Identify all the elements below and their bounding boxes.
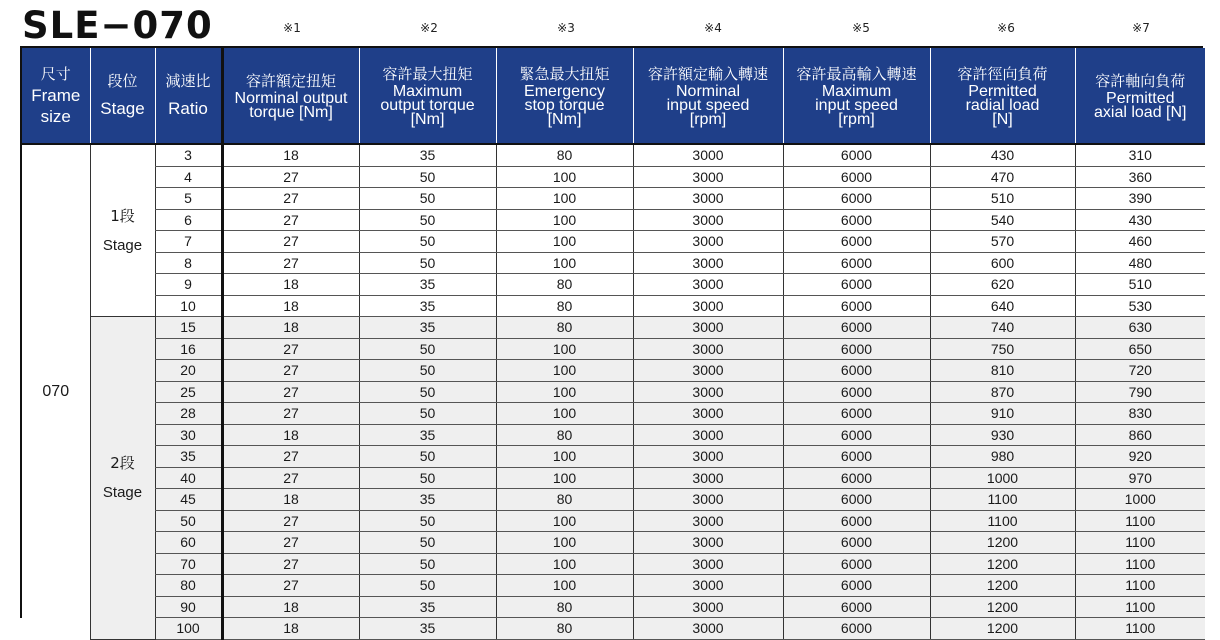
- table-row: [22, 295, 1205, 317]
- value-cell: 3000: [633, 446, 783, 468]
- value-cell: 6000: [783, 144, 930, 166]
- header-ratio: [155, 48, 222, 144]
- value-cell: 27: [222, 446, 359, 468]
- value-cell: 100: [496, 467, 633, 489]
- table-row: [22, 510, 1205, 532]
- note-marker-3: ※3: [557, 21, 575, 35]
- value-cell: 35: [359, 295, 496, 317]
- header-col-zh: 容許最大扭矩: [382, 64, 473, 83]
- value-cell: 530: [1075, 295, 1205, 317]
- value-cell: 540: [930, 209, 1075, 231]
- value-cell: 50: [359, 403, 496, 425]
- ratio-cell: 6: [155, 209, 222, 231]
- header-col-en: Permitted axial load [N]: [1094, 89, 1187, 121]
- header-col-en: Permitted radial load [N]: [965, 82, 1040, 128]
- table-row: [22, 252, 1205, 274]
- value-cell: 18: [222, 295, 359, 317]
- stage-label-zh: 2段: [110, 453, 135, 472]
- value-cell: 1100: [1075, 618, 1205, 640]
- value-cell: 100: [496, 403, 633, 425]
- ratio-cell: 70: [155, 553, 222, 575]
- value-cell: 1000: [930, 467, 1075, 489]
- value-cell: 100: [496, 231, 633, 253]
- value-cell: 18: [222, 317, 359, 339]
- spec-sheet: [20, 46, 1203, 637]
- value-cell: 6000: [783, 532, 930, 554]
- note-marker-1: ※1: [283, 21, 301, 35]
- spec-table-body: [22, 144, 1205, 639]
- value-cell: 80: [496, 317, 633, 339]
- header-maximum-output-torque: [359, 48, 496, 144]
- value-cell: 27: [222, 467, 359, 489]
- ratio-cell: 25: [155, 381, 222, 403]
- header-ratio-en: Ratio: [168, 99, 208, 118]
- table-row: [22, 403, 1205, 425]
- value-cell: 3000: [633, 317, 783, 339]
- value-cell: 310: [1075, 144, 1205, 166]
- value-cell: 470: [930, 166, 1075, 188]
- value-cell: 6000: [783, 618, 930, 640]
- header-col-zh: 容許最高輸入轉速: [796, 64, 917, 83]
- value-cell: 27: [222, 166, 359, 188]
- value-cell: 6000: [783, 510, 930, 532]
- value-cell: 3000: [633, 295, 783, 317]
- table-row: [22, 424, 1205, 446]
- value-cell: 3000: [633, 489, 783, 511]
- value-cell: 35: [359, 274, 496, 296]
- value-cell: 80: [496, 596, 633, 618]
- value-cell: 6000: [783, 188, 930, 210]
- value-cell: 50: [359, 166, 496, 188]
- value-cell: 1000: [1075, 489, 1205, 511]
- ratio-cell: 100: [155, 618, 222, 640]
- value-cell: 6000: [783, 317, 930, 339]
- value-cell: 790: [1075, 381, 1205, 403]
- value-cell: 100: [496, 166, 633, 188]
- value-cell: 1100: [1075, 596, 1205, 618]
- value-cell: 50: [359, 510, 496, 532]
- value-cell: 100: [496, 446, 633, 468]
- value-cell: 620: [930, 274, 1075, 296]
- value-cell: 6000: [783, 596, 930, 618]
- value-cell: 50: [359, 575, 496, 597]
- value-cell: 80: [496, 295, 633, 317]
- value-cell: 1200: [930, 596, 1075, 618]
- ratio-cell: 45: [155, 489, 222, 511]
- value-cell: 3000: [633, 166, 783, 188]
- value-cell: 3000: [633, 553, 783, 575]
- value-cell: 6000: [783, 553, 930, 575]
- ratio-cell: 30: [155, 424, 222, 446]
- value-cell: 100: [496, 381, 633, 403]
- header-frame-en: Frame size: [31, 85, 81, 126]
- value-cell: 100: [496, 553, 633, 575]
- value-cell: 3000: [633, 618, 783, 640]
- value-cell: 6000: [783, 252, 930, 274]
- spec-table: [22, 48, 1205, 640]
- header-col-zh: 容許額定扭矩: [245, 71, 336, 90]
- value-cell: 18: [222, 596, 359, 618]
- value-cell: 35: [359, 489, 496, 511]
- value-cell: 80: [496, 144, 633, 166]
- header-col-zh: 容許徑向負荷: [957, 64, 1048, 83]
- value-cell: 100: [496, 338, 633, 360]
- value-cell: 6000: [783, 231, 930, 253]
- value-cell: 27: [222, 338, 359, 360]
- frame-size-cell: 070: [22, 144, 90, 639]
- ratio-cell: 80: [155, 575, 222, 597]
- value-cell: 27: [222, 381, 359, 403]
- value-cell: 35: [359, 317, 496, 339]
- value-cell: 18: [222, 144, 359, 166]
- value-cell: 3000: [633, 144, 783, 166]
- value-cell: 50: [359, 209, 496, 231]
- note-marker-6: ※6: [997, 21, 1015, 35]
- header-col-en: Maximum output torque [Nm]: [380, 82, 475, 128]
- value-cell: 80: [496, 274, 633, 296]
- value-cell: 3000: [633, 575, 783, 597]
- stage-label-en: Stage: [102, 236, 143, 254]
- value-cell: 35: [359, 144, 496, 166]
- value-cell: 3000: [633, 252, 783, 274]
- value-cell: 6000: [783, 403, 930, 425]
- value-cell: 860: [1075, 424, 1205, 446]
- value-cell: 100: [496, 360, 633, 382]
- value-cell: 750: [930, 338, 1075, 360]
- value-cell: 1100: [930, 489, 1075, 511]
- header-col-zh: 緊急最大扭矩: [519, 64, 610, 83]
- value-cell: 50: [359, 553, 496, 575]
- ratio-cell: 50: [155, 510, 222, 532]
- value-cell: 3000: [633, 510, 783, 532]
- value-cell: 50: [359, 252, 496, 274]
- table-row: [22, 489, 1205, 511]
- value-cell: 35: [359, 596, 496, 618]
- value-cell: 50: [359, 338, 496, 360]
- stage-cell: [90, 317, 155, 640]
- table-row: [22, 575, 1205, 597]
- header-stage: [90, 48, 155, 144]
- value-cell: 3000: [633, 360, 783, 382]
- value-cell: 3000: [633, 231, 783, 253]
- stage-cell: [90, 144, 155, 317]
- note-marker-7: ※7: [1132, 21, 1150, 35]
- value-cell: 6000: [783, 274, 930, 296]
- stage-label-en: Stage: [102, 483, 143, 501]
- value-cell: 810: [930, 360, 1075, 382]
- value-cell: 390: [1075, 188, 1205, 210]
- value-cell: 6000: [783, 467, 930, 489]
- value-cell: 50: [359, 467, 496, 489]
- value-cell: 6000: [783, 338, 930, 360]
- value-cell: 27: [222, 532, 359, 554]
- value-cell: 27: [222, 403, 359, 425]
- table-row: [22, 360, 1205, 382]
- value-cell: 3000: [633, 381, 783, 403]
- value-cell: 720: [1075, 360, 1205, 382]
- table-row: [22, 381, 1205, 403]
- value-cell: 100: [496, 510, 633, 532]
- table-row: [22, 596, 1205, 618]
- value-cell: 1200: [930, 532, 1075, 554]
- table-row: [22, 338, 1205, 360]
- value-cell: 650: [1075, 338, 1205, 360]
- ratio-cell: 3: [155, 144, 222, 166]
- value-cell: 27: [222, 188, 359, 210]
- note-marker-5: ※5: [852, 21, 870, 35]
- value-cell: 3000: [633, 209, 783, 231]
- value-cell: 360: [1075, 166, 1205, 188]
- ratio-cell: 28: [155, 403, 222, 425]
- value-cell: 930: [930, 424, 1075, 446]
- table-row: [22, 144, 1205, 166]
- page-title: SLE−070: [22, 4, 213, 47]
- value-cell: 1100: [930, 510, 1075, 532]
- header-stage-zh: 段位: [107, 72, 138, 90]
- value-cell: 100: [496, 575, 633, 597]
- value-cell: 430: [930, 144, 1075, 166]
- value-cell: 50: [359, 446, 496, 468]
- value-cell: 480: [1075, 252, 1205, 274]
- value-cell: 830: [1075, 403, 1205, 425]
- header-col-en: Maximum input speed [rpm]: [815, 82, 898, 128]
- ratio-cell: 20: [155, 360, 222, 382]
- value-cell: 80: [496, 489, 633, 511]
- value-cell: 3000: [633, 467, 783, 489]
- value-cell: 50: [359, 360, 496, 382]
- header-nominal-output-torque: [222, 48, 359, 144]
- ratio-cell: 10: [155, 295, 222, 317]
- value-cell: 27: [222, 510, 359, 532]
- header-col-en: Norminal output torque [Nm]: [234, 89, 348, 121]
- value-cell: 6000: [783, 424, 930, 446]
- value-cell: 1200: [930, 618, 1075, 640]
- value-cell: 1200: [930, 553, 1075, 575]
- header-frame-zh: 尺寸: [40, 64, 71, 83]
- header-row: [22, 48, 1205, 144]
- value-cell: 18: [222, 618, 359, 640]
- ratio-cell: 4: [155, 166, 222, 188]
- note-marker-4: ※4: [704, 21, 722, 35]
- value-cell: 50: [359, 231, 496, 253]
- value-cell: 100: [496, 188, 633, 210]
- value-cell: 18: [222, 274, 359, 296]
- table-row: [22, 231, 1205, 253]
- ratio-cell: 90: [155, 596, 222, 618]
- value-cell: 27: [222, 252, 359, 274]
- ratio-cell: 35: [155, 446, 222, 468]
- value-cell: 740: [930, 317, 1075, 339]
- header-frame-size: [22, 48, 90, 144]
- value-cell: 1100: [1075, 553, 1205, 575]
- value-cell: 6000: [783, 295, 930, 317]
- value-cell: 1100: [1075, 510, 1205, 532]
- ratio-cell: 60: [155, 532, 222, 554]
- value-cell: 510: [930, 188, 1075, 210]
- value-cell: 18: [222, 489, 359, 511]
- value-cell: 50: [359, 188, 496, 210]
- value-cell: 980: [930, 446, 1075, 468]
- ratio-cell: 15: [155, 317, 222, 339]
- value-cell: 640: [930, 295, 1075, 317]
- value-cell: 910: [930, 403, 1075, 425]
- value-cell: 27: [222, 209, 359, 231]
- value-cell: 1200: [930, 575, 1075, 597]
- value-cell: 100: [496, 209, 633, 231]
- value-cell: 27: [222, 575, 359, 597]
- header-col-zh: 容許軸向負荷: [1095, 71, 1186, 90]
- value-cell: 6000: [783, 381, 930, 403]
- header-permitted-radial-load: [930, 48, 1075, 144]
- ratio-cell: 7: [155, 231, 222, 253]
- value-cell: 920: [1075, 446, 1205, 468]
- header-ratio-zh: 減速比: [165, 72, 211, 90]
- footnote-markers: [0, 20, 1220, 40]
- table-row: [22, 446, 1205, 468]
- value-cell: 3000: [633, 532, 783, 554]
- table-row: [22, 467, 1205, 489]
- value-cell: 50: [359, 532, 496, 554]
- header-permitted-axial-load: [1075, 48, 1205, 144]
- value-cell: 3000: [633, 274, 783, 296]
- value-cell: 80: [496, 424, 633, 446]
- header-maximum-input-speed: [783, 48, 930, 144]
- value-cell: 50: [359, 381, 496, 403]
- value-cell: 570: [930, 231, 1075, 253]
- value-cell: 27: [222, 553, 359, 575]
- table-row: [22, 532, 1205, 554]
- ratio-cell: 5: [155, 188, 222, 210]
- value-cell: 80: [496, 618, 633, 640]
- value-cell: 35: [359, 424, 496, 446]
- value-cell: 600: [930, 252, 1075, 274]
- value-cell: 630: [1075, 317, 1205, 339]
- value-cell: 870: [930, 381, 1075, 403]
- value-cell: 510: [1075, 274, 1205, 296]
- table-row: [22, 618, 1205, 640]
- table-row: [22, 274, 1205, 296]
- value-cell: 430: [1075, 209, 1205, 231]
- table-row: [22, 166, 1205, 188]
- value-cell: 3000: [633, 424, 783, 446]
- table-row: [22, 317, 1205, 339]
- value-cell: 6000: [783, 209, 930, 231]
- table-row: [22, 209, 1205, 231]
- table-row: [22, 553, 1205, 575]
- value-cell: 3000: [633, 338, 783, 360]
- note-marker-2: ※2: [420, 21, 438, 35]
- ratio-cell: 40: [155, 467, 222, 489]
- value-cell: 460: [1075, 231, 1205, 253]
- header-emergency-stop-torque: [496, 48, 633, 144]
- value-cell: 27: [222, 231, 359, 253]
- value-cell: 6000: [783, 575, 930, 597]
- value-cell: 1100: [1075, 575, 1205, 597]
- value-cell: 6000: [783, 446, 930, 468]
- ratio-cell: 8: [155, 252, 222, 274]
- stage-label-zh: 1段: [110, 206, 135, 225]
- value-cell: 100: [496, 252, 633, 274]
- value-cell: 1100: [1075, 532, 1205, 554]
- ratio-cell: 9: [155, 274, 222, 296]
- header-col-en: Emergency stop torque [Nm]: [524, 82, 605, 128]
- value-cell: 3000: [633, 596, 783, 618]
- ratio-cell: 16: [155, 338, 222, 360]
- value-cell: 18: [222, 424, 359, 446]
- value-cell: 27: [222, 360, 359, 382]
- value-cell: 35: [359, 618, 496, 640]
- table-row: [22, 188, 1205, 210]
- value-cell: 3000: [633, 403, 783, 425]
- header-nominal-input-speed: [633, 48, 783, 144]
- header-stage-en: Stage: [100, 99, 145, 118]
- value-cell: 6000: [783, 489, 930, 511]
- header-col-zh: 容許額定輸入轉速: [647, 64, 768, 83]
- value-cell: 3000: [633, 188, 783, 210]
- header-col-en: Norminal input speed [rpm]: [666, 82, 750, 128]
- value-cell: 6000: [783, 166, 930, 188]
- value-cell: 6000: [783, 360, 930, 382]
- value-cell: 970: [1075, 467, 1205, 489]
- value-cell: 100: [496, 532, 633, 554]
